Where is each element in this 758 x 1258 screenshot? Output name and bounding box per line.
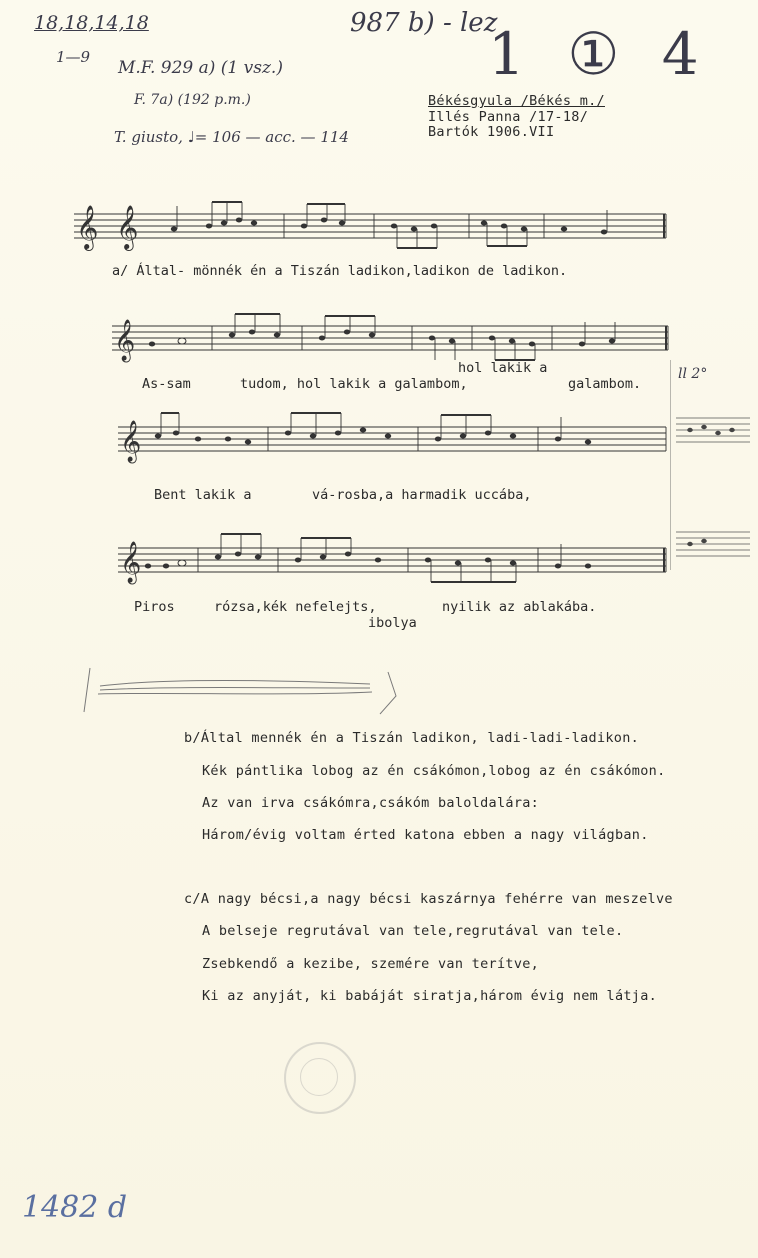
lyric-line-4-start: Piros [134, 599, 175, 615]
lyric-line-3-start: Bent lakik a [154, 487, 252, 503]
margin-note: ll 2° [678, 366, 708, 382]
crossed-out-note [70, 662, 410, 718]
verse-c-line-1: c/A nagy bécsi,a nagy bécsi kaszárnya fehérre van meszelve [184, 891, 673, 907]
verse-b-line-3: Az van irva csákómra,csákóm baloldalára: [202, 795, 540, 811]
verse-c-line-4: Ki az anyját, ki babáját siratja,három évig nem látja. [202, 988, 658, 1004]
handwritten-tempo: T. giusto, ♩= 106 — acc. — 114 [114, 128, 349, 146]
handwritten-catalog-numbers: 18,18,14,18 [34, 12, 149, 34]
header-location: Békésgyula /Békés m./ [428, 93, 605, 109]
lyric-line-2-middle: tudom, hol lakik a galambom, [240, 376, 468, 392]
lyric-line-2-hol: hol lakik a [458, 360, 548, 376]
music-staff-2 [112, 310, 672, 366]
handwritten-f-reference: F. 7a) (192 p.m.) [134, 92, 251, 108]
verse-c-line-3: Zsebkendő a kezibe, szemére van terítve, [202, 956, 540, 972]
svg-text:𝄞: 𝄞 [114, 320, 136, 361]
verse-b-line-4: Három/évig voltam érted katona ebben a nagy világban. [202, 827, 649, 843]
lyric-line-4-end: nyilik az ablakába. [442, 599, 597, 615]
handwritten-top-center: 987 b) - lez [350, 8, 498, 38]
handwritten-bottom-number: 1482 d [22, 1190, 128, 1225]
margin-variant-staff [670, 360, 750, 570]
lyric-line-4-variant: ibolya [368, 615, 417, 631]
lyric-line-4-middle: rózsa,kék nefelejts, [214, 599, 377, 615]
svg-text:𝄞: 𝄞 [116, 205, 139, 249]
header-collector: Bartók 1906.VII [428, 124, 555, 140]
music-staff-1 [74, 196, 670, 256]
handwritten-mf-reference: M.F. 929 a) (1 vsz.) [118, 58, 283, 78]
verse-c-line-2: A belseje regrutával van tele,regrutával van tele. [202, 923, 624, 939]
verse-b-line-2: Kék pántlika lobog az én csákómon,lobog az én csákómon. [202, 763, 666, 779]
library-stamp [284, 1042, 356, 1114]
svg-text:𝄞: 𝄞 [120, 421, 142, 462]
music-staff-3 [118, 405, 668, 465]
svg-text:𝄞: 𝄞 [120, 542, 142, 583]
lyric-line-3-end: vá-rosba,a harmadik uccába, [312, 487, 532, 503]
handwritten-range: 1—9 [56, 48, 91, 66]
music-staff-4 [118, 520, 668, 590]
lyric-line-1: a/ Által- mönnék én a Tiszán ladikon,ladikon de ladikon. [112, 263, 568, 279]
svg-text:𝄞: 𝄞 [76, 205, 99, 249]
verse-b-line-1: b/Által mennék én a Tiszán ladikon, ladi-ladi-ladikon. [184, 730, 640, 746]
header-informant: Illés Panna /17-18/ [428, 109, 589, 125]
lyric-line-2-end: galambom. [568, 376, 642, 392]
lyric-line-2-start: As-sam [142, 376, 191, 392]
handwritten-big-number: 1 ① 4 [488, 20, 711, 88]
